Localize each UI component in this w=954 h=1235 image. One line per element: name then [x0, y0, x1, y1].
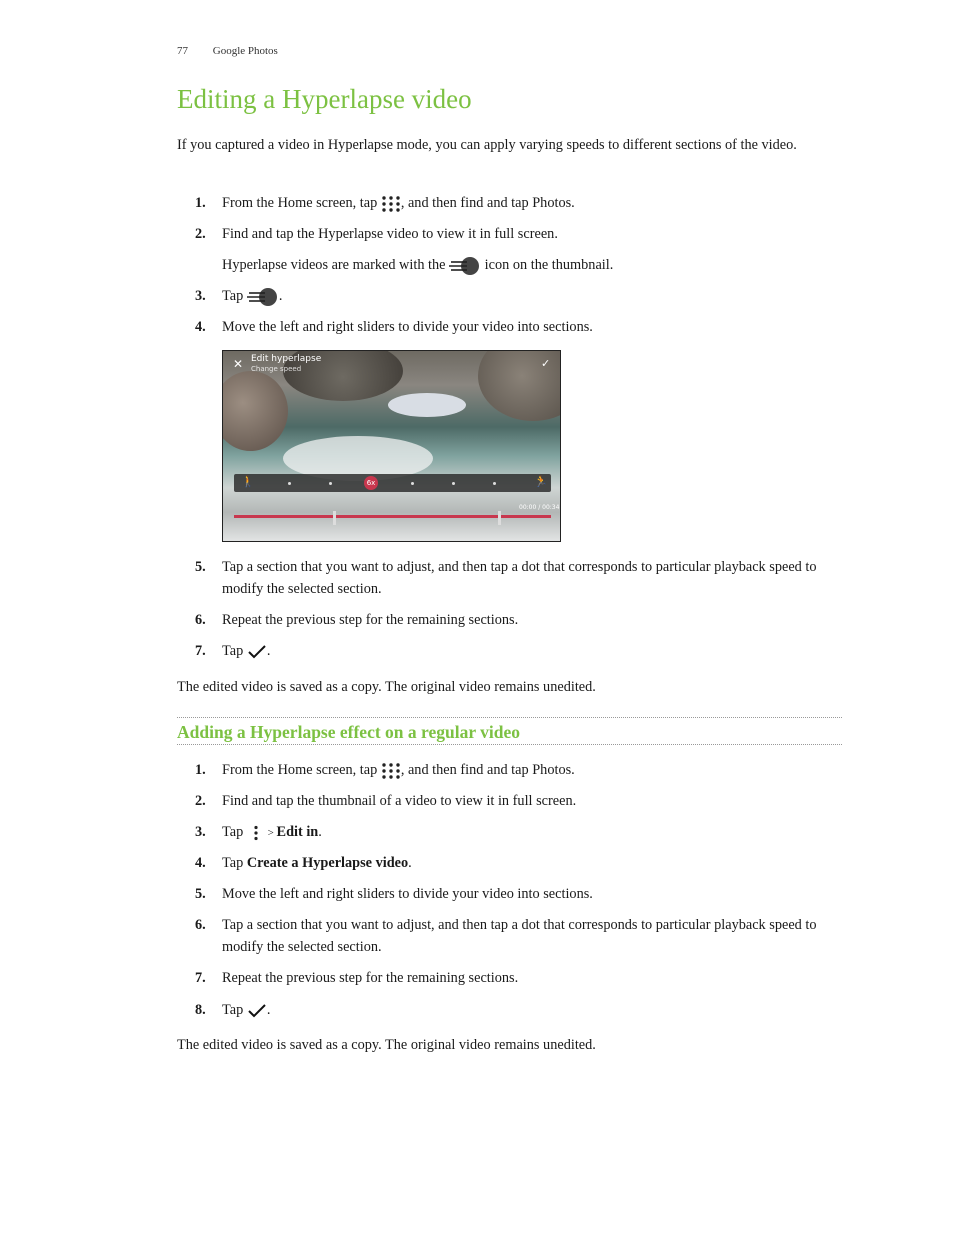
- run-icon: 🏃: [534, 475, 548, 488]
- checkmark-icon: [247, 1003, 267, 1019]
- step-number: 5.: [195, 559, 206, 575]
- speed-dot[interactable]: [329, 482, 332, 485]
- step-text: Repeat the previous step for the remaining sections.: [222, 970, 519, 986]
- rock: [222, 371, 288, 451]
- section-name: Google Photos: [212, 45, 278, 57]
- step-number: 3.: [195, 288, 206, 304]
- hyperlapse-icon: [247, 287, 279, 307]
- right-slider-handle[interactable]: [498, 511, 501, 525]
- note-text: Hyperlapse videos are marked with the icon on the thumbnail.: [222, 254, 822, 276]
- step-text: Tap a section that you want to adjust, and then tap a dot that corresponds to particular playback speed to modify the selected section.: [222, 917, 817, 955]
- step-number: 6.: [195, 917, 206, 933]
- subheading: Adding a Hyperlapse effect on a regular video: [177, 722, 521, 742]
- step-number: 8.: [195, 1002, 206, 1018]
- step-text: Move the left and right sliders to divide your video into sections.: [222, 886, 593, 902]
- speed-dot[interactable]: [452, 482, 455, 485]
- step-number: 6.: [195, 612, 206, 628]
- step-number: 7.: [195, 643, 206, 659]
- check-icon[interactable]: ✓: [541, 357, 551, 370]
- timeline-track[interactable]: [234, 515, 551, 518]
- step-number: 1.: [195, 195, 206, 211]
- step-text: Tap > Edit in.: [222, 824, 322, 840]
- apps-grid-icon: [381, 195, 401, 213]
- step-text: Repeat the previous step for the remaining sections.: [222, 612, 519, 628]
- step-text: From the Home screen, tap , and then find and tap Photos.: [222, 195, 575, 211]
- step-text: From the Home screen, tap , and then find and tap Photos.: [222, 762, 575, 778]
- checkmark-icon: [247, 644, 267, 660]
- more-options-icon: [247, 825, 265, 841]
- speed-bar[interactable]: [234, 474, 551, 492]
- step-number: 3.: [195, 824, 206, 840]
- speed-dot[interactable]: [493, 482, 496, 485]
- step-text: Find and tap the thumbnail of a video to view it in full screen.: [222, 793, 577, 809]
- page-header: [177, 45, 278, 57]
- left-slider-handle[interactable]: [333, 511, 336, 525]
- step-number: 4.: [195, 855, 206, 871]
- selected-speed[interactable]: 6x: [364, 476, 378, 490]
- page-number: 77: [177, 45, 188, 57]
- close-icon[interactable]: ✕: [233, 357, 244, 371]
- hyperlapse-icon: [449, 256, 481, 276]
- walk-icon: 🚶: [241, 475, 255, 488]
- intro-paragraph: If you captured a video in Hyperlapse mode, you can apply varying speeds to different sections of the video.: [177, 137, 797, 153]
- outro-paragraph: The edited video is saved as a copy. The original video remains unedited.: [177, 1037, 596, 1053]
- step-text: Tap .: [222, 285, 822, 307]
- screenshot-title: Edit hyperlapse: [251, 354, 322, 364]
- step-text: Tap a section that you want to adjust, and then tap a dot that corresponds to particular playback speed to modify the selected section.: [222, 559, 817, 597]
- page-title: Editing a Hyperlapse video: [177, 84, 472, 114]
- speed-dot[interactable]: [411, 482, 414, 485]
- step-text: Tap .: [222, 1002, 271, 1018]
- step-number: 1.: [195, 762, 206, 778]
- step-number: 2.: [195, 226, 206, 242]
- edit-hyperlapse-screenshot: [222, 350, 561, 542]
- step-number: 7.: [195, 970, 206, 986]
- step-text: Find and tap the Hyperlapse video to view it in full screen.: [222, 226, 558, 242]
- step-number: 4.: [195, 319, 206, 335]
- step-text: Tap .: [222, 643, 271, 659]
- step-number: 5.: [195, 886, 206, 902]
- apps-grid-icon: [381, 762, 401, 780]
- outro-paragraph: The edited video is saved as a copy. The original video remains unedited.: [177, 679, 596, 695]
- raft: [388, 393, 466, 417]
- video-time: 00:00 / 00:34: [519, 504, 560, 511]
- speed-dot[interactable]: [288, 482, 291, 485]
- step-text: Move the left and right sliders to divide your video into sections.: [222, 319, 593, 335]
- step-text: Tap Create a Hyperlapse video.: [222, 855, 412, 871]
- subheading-block: [177, 717, 842, 745]
- screenshot-subtitle: Change speed: [251, 365, 302, 373]
- step-number: 2.: [195, 793, 206, 809]
